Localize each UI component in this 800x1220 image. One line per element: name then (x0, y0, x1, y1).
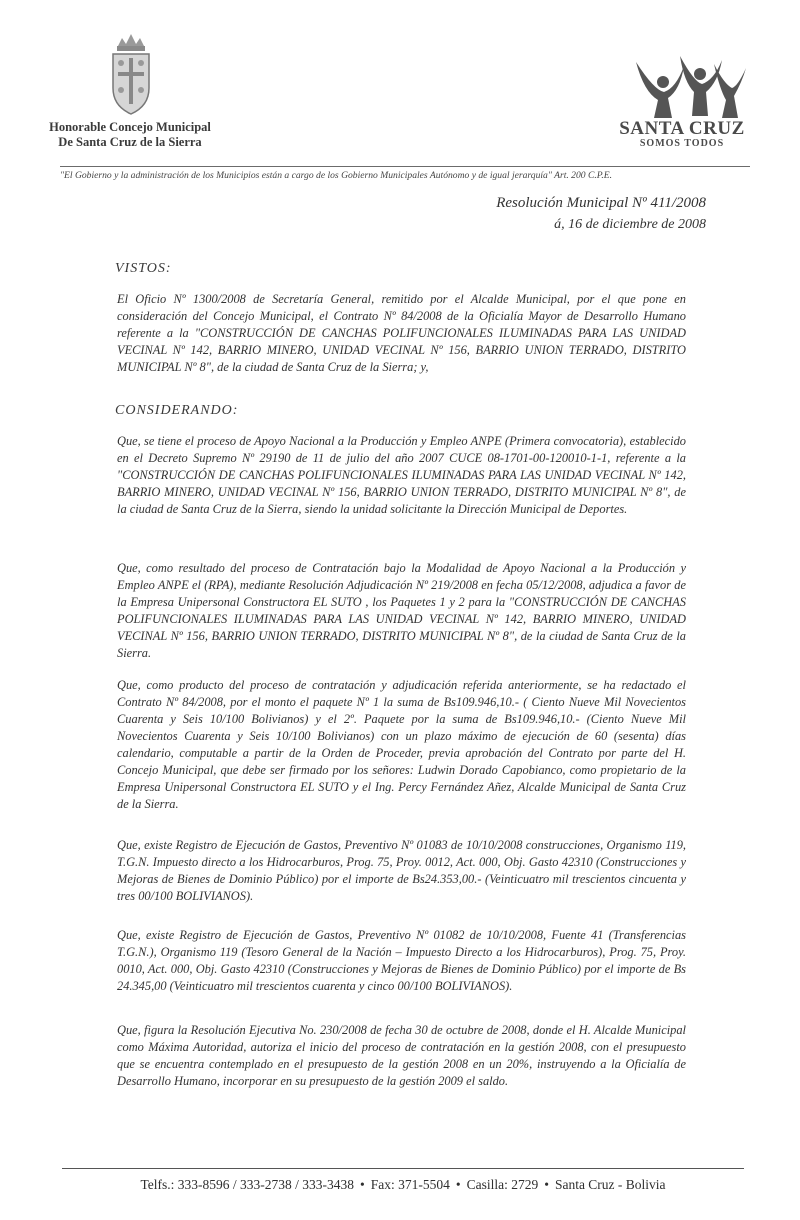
logo-subtitle: SOMOS TODOS (639, 138, 725, 149)
footer-bullet: • (359, 1177, 365, 1192)
footer-city: Santa Cruz - Bolivia (554, 1177, 666, 1192)
paragraph-expense-register-1: Que, existe Registro de Ejecución de Gastos, Preventivo Nº 01083 de 10/10/2008 construcciones, Organismo 119, T.G.N. Impuesto directo a los Hidrocarburos, Prog. 75, Proy. 0012, Act. 000, Obj. Gasto 42310 (Construcciones y Mejoras de Bienes de Dominio Público) por el importe de Bs24.353,00.- (Veinticuatro mil trescientos cincuenta y tres 00/100 BOLIVIANOS). (117, 838, 686, 903)
paragraph-executive-resolution: Que, figura la Resolución Ejecutiva No. 230/2008 de fecha 30 de octubre de 2008, donde el H. Alcalde Municipal como Máxima Autoridad, autoriza el inicio del proceso de contratación en la gestión 2008, con el presupuesto que se encuentra contemplado en el presupuesto de la gestión 2008 en un 20%, instruyendo a la Oficialía de Desarrollo Humano, incorporar en su presupuesto de la gestión 2009 el saldo. (117, 1023, 686, 1088)
paragraph-anpe-process: Que, se tiene el proceso de Apoyo Nacional a la Producción y Empleo ANPE (Primera convocatoria), establecido en el Decreto Supremo Nº 29190 de 11 de julio del año 2007 CUCE 08-1701-00-120010-1-1, referente a la "CONSTRUCCIÓN DE CANCHAS POLIFUNCIONALES ILUMINADAS PARA LAS UNIDAD VECINAL Nº 142, BARRIO MINERO, UNIDAD VECINAL Nº 156, BARRIO UNION TERRADO, DISTRITO MUNICIPAL Nº 8", de la ciudad de Santa Cruz de la Sierra, siendo la unidad solicitante la Dirección Municipal de Deportes. (117, 434, 686, 516)
section-considerando: CONSIDERANDO: (115, 403, 239, 418)
resolution-title: Resolución Municipal Nº 411/2008 (496, 195, 706, 211)
paragraph-contract: Que, como producto del proceso de contratación y adjudicación referida anteriormente, se ha redactado el Contrato Nº 84/2008, por el monto el paquete Nº 1 la suma de Bs109.946,10.- ( Ciento Nueve Mil Novecientos Cuarenta y Seis 10/100 Bolivianos) y el 2º. Paquete por la suma de Bs109.946,10.- (Ciento Nueve Mil Novecientos Cuarenta y Seis 10/100 Bolivianos) con un plazo máximo de ejecución de 60 (sesenta) días calendario, computable a partir de la Orden de Proceder, previa aprobación del Contrato por parte del H. Concejo Municipal, que debe ser firmado por los señores: Ludwin Dorado Capobianco, como propietario de la Empresa Unipersonal Constructora EL SUTO y el Ing. Percy Fernández Añez, Alcalde Municipal de Santa Cruz de la Sierra. (117, 678, 686, 811)
section-vistos: VISTOS: (115, 261, 172, 276)
paragraph-oficio: El Oficio Nº 1300/2008 de Secretaría General, remitido por el Alcalde Municipal, por el que pone en consideración del Concejo Municipal, el Contrato Nº 84/2008 de la Oficialía Mayor de Desarrollo Humano referente a la "CONSTRUCCIÓN DE CANCHAS POLIFUNCIONALES ILUMINADAS PARA LAS UNIDAD VECINAL Nº 142, BARRIO MINERO, UNIDAD VECINAL Nº 156, BARRIO UNION TERRADO, DISTRITO MUNICIPAL Nº 8", de la ciudad de Santa Cruz de la Sierra; y, (117, 292, 686, 374)
santa-cruz-logo-text (618, 118, 746, 149)
constitution-motto: "El Gobierno y la administración de los Municipios están a cargo de los Gobierno Municipales Autónomo y de igual jerarquía" Art. 200 C.P.E. (60, 170, 613, 181)
paragraph-expense-register-2: Que, existe Registro de Ejecución de Gastos, Preventivo Nº 01082 de 10/10/2008, Fuente 41 (Transferencias T.G.N.), Organismo 119 (Tesoro General de la Nación – Impuesto Directo a los Hidrocarburos), Prog. 75, Proy. 0010, Act. 000, Obj. Gasto 42310 (Construcciones y Mejoras de Bienes de Dominio Público) por el importe de Bs 24.345,00 (Veinticuatro mil trescientos cuarenta y cinco 00/100 BOLIVIANOS). (117, 928, 686, 993)
council-name-line2: De Santa Cruz de la Sierra (58, 135, 202, 149)
footer-casilla: Casilla: 2729 (466, 1177, 539, 1192)
council-name (40, 120, 220, 150)
footer-contact (62, 1177, 744, 1193)
council-name-line1: Honorable Concejo Municipal (49, 120, 211, 134)
footer-bullet: • (455, 1177, 461, 1192)
header-divider (60, 166, 750, 167)
logo-title: SANTA CRUZ (619, 118, 745, 139)
footer-phones: Telfs.: 333-8596 / 333-2738 / 333-3438 (140, 1177, 354, 1192)
footer-divider (62, 1168, 744, 1169)
resolution-date: á, 16 de diciembre de 2008 (554, 217, 706, 232)
paragraph-adjudication: Que, como resultado del proceso de Contratación bajo la Modalidad de Apoyo Nacional a la Producción y Empleo ANPE el (RPA), mediante Resolución Adjudicación Nº 219/2008 en fecha 05/12/2008, adjudica a favor de la Empresa Unipersonal Constructora EL SUTO , los Paquetes 1 y 2 para la "CONSTRUCCIÓN DE CANCHAS POLIFUNCIONALES ILUMINADAS PARA LAS UNIDAD VECINAL Nº 142, BARRIO MINERO, UNIDAD VECINAL Nº 156, BARRIO UNION TERRADO, DISTRITO MUNICIPAL Nº 8", de la ciudad de Santa Cruz de la Sierra. (117, 561, 686, 660)
council-crest-icon (108, 32, 154, 118)
footer-fax: Fax: 371-5504 (370, 1177, 450, 1192)
footer-bullet: • (544, 1177, 549, 1192)
